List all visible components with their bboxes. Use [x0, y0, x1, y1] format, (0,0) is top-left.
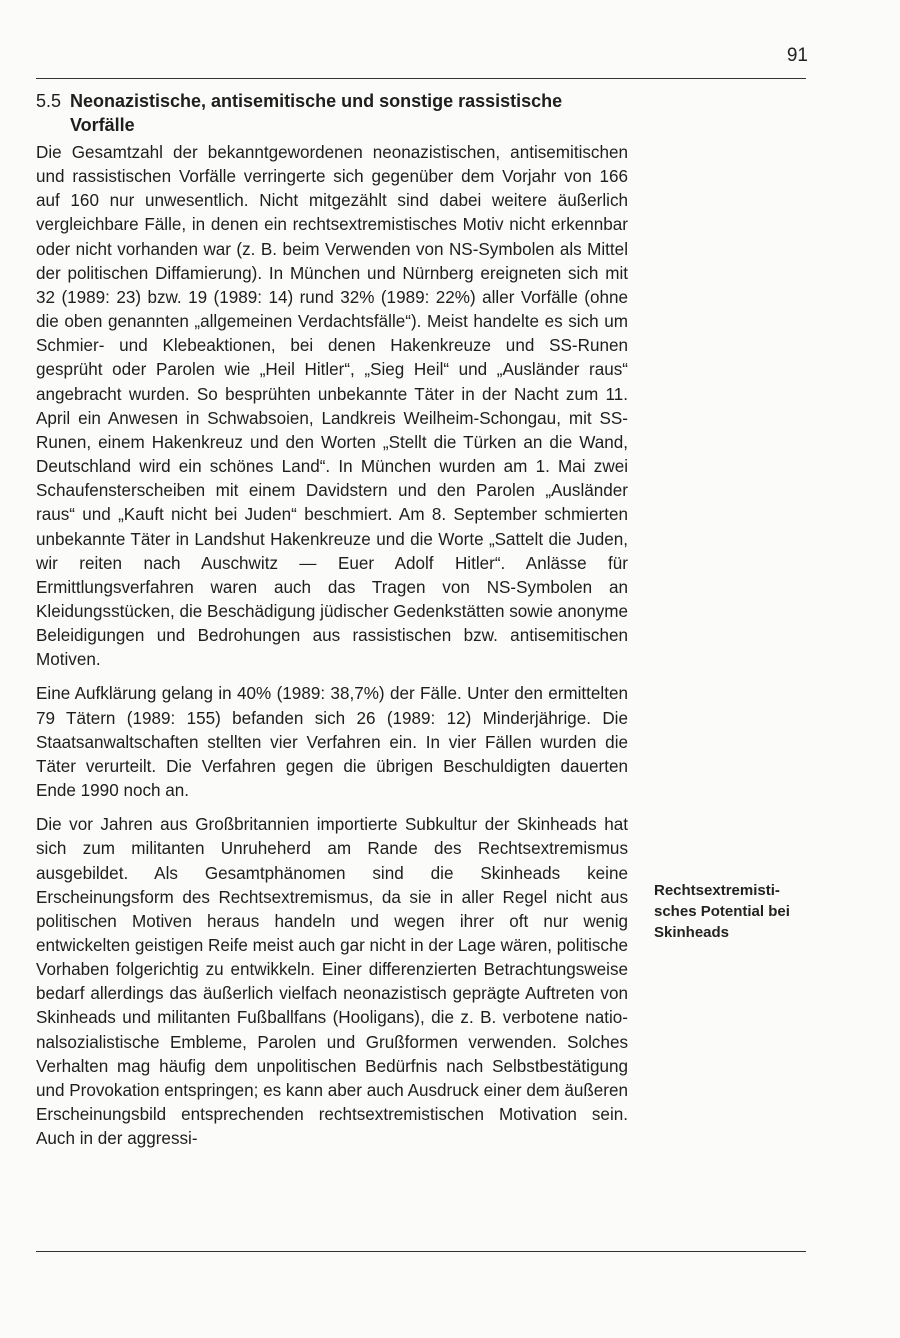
- section-title: Neonazistische, antisemitische und sonstige rassistische Vorfälle: [70, 91, 563, 135]
- section-number: 5.5: [36, 91, 62, 111]
- header-rule: [36, 78, 806, 79]
- footer-rule: [36, 1251, 806, 1252]
- section-heading: [36, 89, 628, 137]
- page-number: 91: [786, 45, 808, 66]
- paragraph-incidents: Die Gesamtzahl der bekanntgewordenen neonazistischen, antisemitischen und rassistischen Vorfälle verringerte sich gegenüber dem Vorjahr von 166 auf 160 nur unwesentlich. Nicht mitgezählt sind dabei weitere äußerlich vergleichbare Fälle, in denen ein rechtsextremistisches Motiv nicht erkennbar oder nicht vorhanden war (z. B. beim Verwenden von NS-Symbolen als Mittel der politischen Diffamierung). In München und Nürnberg ereigneten sich mit 32 (1989: 23) bzw. 19 (1989: 14) rund 32% (1989: 22%) aller Vorfälle (ohne die oben genannten „allgemeinen Verdachtsfälle“). Meist handelte es sich um Schmier- und Klebeaktionen, bei denen Hakenkreuze und SS-Runen gesprüht oder Parolen wie „Heil Hitler“, „Sieg Heil“ und „Ausländer raus“ angebracht wurden. So besprühten unbekannte Täter in der Nacht zum 11. April ein Anwesen in Schwabsoien, Landkreis Weilheim-Schongau, mit SS-Runen, einem Hakenkreuz und den Worten „Stellt die Türken an die Wand, Deutschland wird ein schönes Land“. In München wurden am 1. Mai zwei Schaufensterscheiben mit einem Davidstern und den Parolen „Ausländer raus“ und „Kauft nicht bei Juden“ beschmiert. Am 8. September schmierten unbekannte Täter in Landshut Hakenkreuze und die Worte „Sattelt die Juden, wir reiten nach Auschwitz — Euer Adolf Hitler“. Anlässe für Ermittlungsverfahren waren auch das Tragen von NS-Symbolen an Kleidungsstücken, die Beschädigung jüdischer Gedenkstätten sowie anonyme Beleidigungen und Bedrohungen aus rassistischen bzw. antisemitischen Motiven.: [36, 143, 629, 670]
- margin-note: Rechtsextremistisches Potential bei Skinheads: [654, 882, 790, 941]
- main-text-column: [36, 89, 628, 1161]
- paragraph-clearance-rate: Eine Aufklärung gelang in 40% (1989: 38,7%) der Fälle. Unter den ermittelten 79 Tätern (1989: 155) befanden sich 26 (1989: 12) Minderjährige. Die Staatsanwaltschaften stellten vier Verfahren ein. In vier Fällen wurden die Täter verurteilt. Die Verfahren gegen die übrigen Beschuldigten dauerten Ende 1990 noch an.: [36, 684, 628, 801]
- paragraph-skinheads: Die vor Jahren aus Großbritannien importierte Subkultur der Skinheads hat sich zum militanten Unruheherd am Rande des Rechtsextremismus ausgebildet. Als Gesamtphänomen sind die Skinheads keine Erscheinungsform des Rechtsextremismus, da sie in aller Regel nicht aus politischen Motiven heraus handeln und wegen ihrer oft nur wenig entwickelten geistigen Reife meist auch gar nicht in der Lage wären, politische Vorhaben folgerichtig zu entwikkeln. Einer differenzierten Betrachtungsweise bedarf allerdings das äußerlich vielfach neonazistisch geprägte Auftreten von Skinheads und militanten Fußballfans (Hooligans), die z. B. verbotene nationalsozialistische Embleme, Parolen und Grußformen verwenden. Solches Verhalten mag häufig dem unpolitischen Bedürfnis nach Selbstbestätigung und Provokation entspringen; es kann aber auch Ausdruck einer dem äußeren Erscheinungsbild entsprechenden rechtsextremistischen Motivation sein. Auch in der aggressi-: [36, 815, 629, 1149]
